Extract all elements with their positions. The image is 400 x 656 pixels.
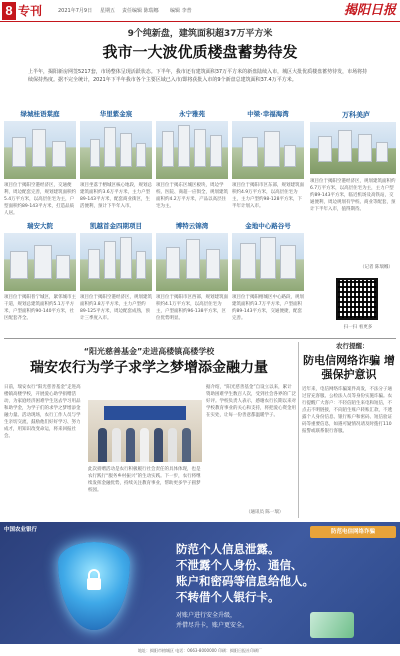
- ad-tag: 防范电信网络诈骗: [310, 526, 396, 538]
- property-name: 绿城桂语棠庭: [20, 110, 60, 118]
- property-text: 项目坐落于榕城区核心地段，规划总建筑面积约3.6万平方米，主力户型89-143平方米，配套商业街区，生活便利，预计下半年入市。: [80, 183, 152, 209]
- article2-headline: 瑞安农行为学子求学之梦增添金融力量: [30, 360, 268, 376]
- article1-headline: 我市一大波优质楼盘蓄势待发: [102, 43, 298, 61]
- property-name: 金地中心路谷号: [245, 222, 291, 230]
- property-name: 博特云锦湾: [175, 222, 209, 230]
- property-photo: [156, 121, 228, 179]
- editor: 责任编辑 陈瑞娜: [122, 8, 159, 14]
- property-text: 项目位于揭阳空港经济区，规划建筑面积约3.8万平方米，主力户型约89-125平方米，周边配套成熟，预计三季度入市。: [80, 295, 152, 321]
- article2-photo: [88, 400, 202, 462]
- property-card: [156, 110, 228, 224]
- header-rule: [0, 21, 400, 22]
- property-card: [232, 222, 304, 336]
- sidebar-property-name: 万科美庐: [342, 111, 370, 119]
- ad-subline: 并借尽升卡，账户更安全。: [176, 622, 249, 629]
- article2-column: 据介绍，“阳光慈善基金”自设立以来，累计资助困难学生数百人次，受到社会各界的广泛好评。学校负责人表示，感谢农行长期以来对学校教育事业的关心和支持，将把爱心资金用在实处，让每一份善意都温暖学子。: [206, 385, 296, 418]
- page-number: 8: [2, 2, 16, 20]
- property-card: [80, 222, 152, 336]
- property-card: [156, 222, 228, 336]
- bank-logo: 中国农业银行: [4, 527, 38, 533]
- property-text: 项目位于揭阳普宁城区，紧邻城市主干道，规划总建筑面积约5.1万平方米，户型面积约90-140平方米，社区配套齐全。: [4, 295, 76, 321]
- article3-text: 近年来，电信网络诈骗案件高发，不法分子通过冒充客服、公检法人员等身份实施诈骗。农行提醒广大客户：不轻信陌生来电和短信，不点击不明链接，不向陌生账户转账汇款，不透露个人身份信息、银行账户和密码、短信验证码等重要信息，如遇可疑情况请及时拨打110报警或联系银行客服。: [302, 387, 392, 434]
- property-text: 项目位于揭阳空港经济区，交通便利，周边配套完善，规划建筑面积约5.4万平方米，以高层住宅为主，户型面积约89-143平方米，打造品质人居。: [4, 183, 76, 216]
- property-text: 项目位于揭东区城区板块，周边学校、医院、商超一应俱全，规划建筑面积约4.2万平方米，产品以高层住宅为主。: [156, 183, 228, 209]
- property-photo: [80, 121, 152, 179]
- property-photo: [232, 233, 304, 291]
- bank-advertisement: [0, 522, 400, 644]
- property-card: [232, 110, 304, 224]
- ad-line: 不泄露个人身份、通信、: [176, 558, 303, 572]
- property-photo: [156, 233, 228, 291]
- property-photo: [4, 121, 76, 179]
- column-divider: [298, 342, 299, 518]
- page-header: [0, 0, 400, 22]
- article1-lead: 上半年，揭阳新房网签5217套，市场整体呈现活跃状态。下半年，我市还有建筑面积37万平方米的新盘陆续入市，城区大批优质楼盘蓄势待发，市场将持续保持热度。据不完全统计，2021年下半年我市各个主要区域已入市/即将获批入市的9个新盘总建筑面积37.4万平方米。: [28, 69, 368, 83]
- photo-banner: [104, 406, 186, 420]
- ad-line: 账户和密码等信息给他人。: [176, 574, 314, 588]
- property-photo: [80, 233, 152, 291]
- qr-caption: 扫一扫 看更多: [343, 325, 373, 330]
- property-name: 中梁·幸福海湾: [247, 110, 289, 118]
- property-photo: [232, 121, 304, 179]
- page-footer: 地址：揭阳市榕城区 电话：0663-8000000 印刷：揭阳日报社印刷厂: [138, 648, 262, 653]
- property-card: [80, 110, 152, 224]
- ad-line: 防范个人信息泄露。: [176, 542, 280, 556]
- property-name: 瑞安大院: [27, 222, 53, 230]
- property-text: 项目位于揭阳榕城区中心路段，规划建筑面积约3.7万平方米，户型面积约89-143平方米，交通便捷，配套完善。: [232, 295, 304, 321]
- article2-column: 此次捐赠活动是农行积极履行社会责任的具体体现，也是农行践行“服务乡村振兴”的生动实践。下一步，农行将继续发挥金融优势，持续关注教育事业，帮助更多学子圆梦校园。: [88, 467, 201, 493]
- issue-date: 2021年7月9日: [58, 8, 93, 14]
- sidebar-property-text: 项目位于揭阳空港经济区，规划建筑面积约6.7万平方米，以高层住宅为主，主力户型约89-143平方米，临近机场及高铁站，交通便利，周边规划有学校、商业等配套，预计下半年入市，值得期待。: [310, 179, 396, 212]
- article3-subhead: 农行提醒：: [336, 342, 369, 350]
- property-name: 华里紫金宸: [99, 110, 133, 118]
- issue-weekday: 星期五: [100, 8, 116, 14]
- newspaper-logo: 揭阳日报: [343, 3, 396, 18]
- article2-credit: （通讯员 陈一瑞）: [246, 510, 284, 515]
- article1-kicker: 9个纯新盘，建筑面积超37万平方米: [127, 29, 273, 39]
- article3-headline: 防电信网络诈骗 增强保护意识: [303, 354, 395, 381]
- property-photo: [4, 233, 76, 291]
- property-card: [4, 222, 76, 336]
- article2-column: 日前，瑞安农行“阳光慈善基金”走进高楼镇高楼学校，开展爱心助学捐赠活动，为家庭经济困难学生送去学习用品和助学金，为学子们的求学之梦增添金融力量。活动现场，农行工作人员与学生亲切交流，鼓励他们好好学习、努力成才，用知识改变命运，将来回报社会。: [4, 385, 81, 439]
- section-divider: [4, 338, 396, 339]
- ad-line: 不转借个人银行卡。: [176, 590, 280, 604]
- qr-code[interactable]: [336, 278, 378, 320]
- article2-kicker: “阳光慈善基金”走进高楼镇高楼学校: [83, 347, 215, 356]
- sidebar-credit: （记者 陈瑞娜）: [360, 265, 393, 270]
- property-name: 凯越首金四期项目: [90, 222, 142, 230]
- designer: 编辑 李普: [170, 8, 192, 14]
- sidebar-property-photo: [310, 122, 396, 174]
- ad-subline: 对账户进行安全升级，: [176, 612, 237, 619]
- property-text: 项目位于揭阳市区西部，规划建筑面积约4.1万平方米，以高层住宅为主，户型面积约96-138平方米，区位优势明显。: [156, 295, 228, 321]
- section-title: 专刊: [18, 4, 43, 18]
- property-name: 永宁雅苑: [179, 110, 205, 118]
- bank-card-icon: [310, 612, 354, 638]
- lock-icon: [84, 568, 104, 592]
- property-card: [4, 110, 76, 224]
- property-text: 项目位于揭阳市区东部，规划建筑面积约4.9万平方米，以高层住宅为主，主力户型约98-128平方米，下半年计划入市。: [232, 183, 304, 209]
